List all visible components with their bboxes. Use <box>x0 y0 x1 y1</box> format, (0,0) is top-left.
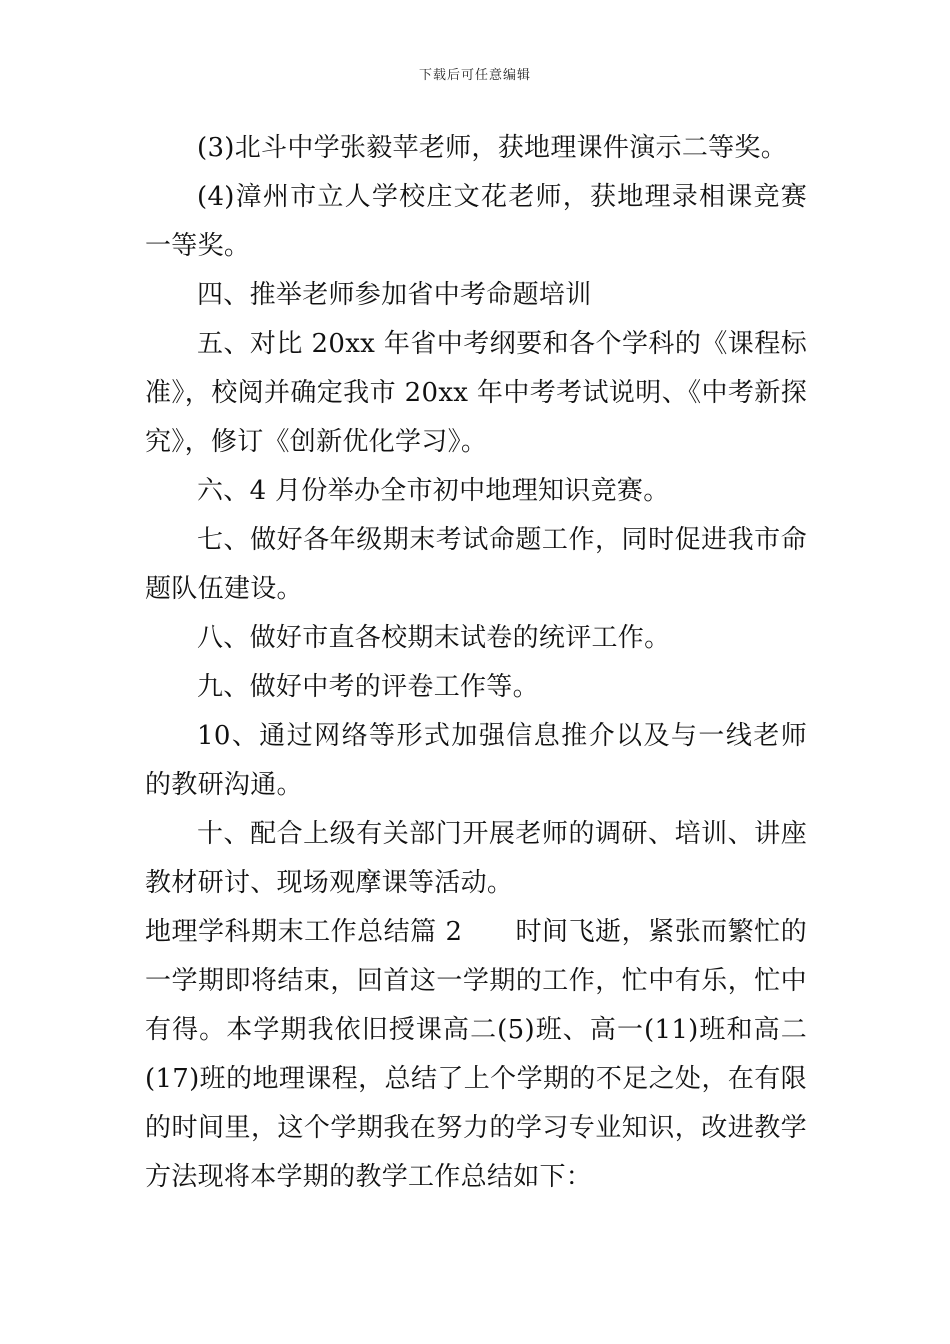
paragraph-item-10-cn: 十、配合上级有关部门开展老师的调研、培训、讲座教材研讨、现场观摩课等活动。 <box>145 819 807 898</box>
document-body <box>145 124 807 1202</box>
paragraph-item-5: 五、对比 20xx 年省中考纲要和各个学科的《课程标准》，校阅并确定我市 20xx 年中考考试说明、《中考新探究》，修订《创新优化学习》。 <box>145 329 807 457</box>
paragraph-item-7: 七、做好各年级期末考试命题工作，同时促进我市命题队伍建设。 <box>145 525 807 604</box>
paragraph-award-3: (3)北斗中学张毅苹老师，获地理课件演示二等奖。 <box>197 133 788 163</box>
paragraph-item-10: 10、通过网络等形式加强信息推介以及与一线老师的教研沟通。 <box>145 721 807 800</box>
paragraph-item-8: 八、做好市直各校期末试卷的统评工作。 <box>197 623 671 653</box>
paragraph-award-4: (4)漳州市立人学校庄文花老师，获地理录相课竞赛一等奖。 <box>145 182 807 261</box>
paragraph-item-6: 六、4 月份举办全市初中地理知识竞赛。 <box>197 476 670 506</box>
paragraph-item-4: 四、推举老师参加省中考命题培训 <box>197 280 592 310</box>
paragraph-summary-2: 地理学科期末工作总结篇 2 时间飞逝，紧张而繁忙的一学期即将结束，回首这一学期的工作，忙中有乐，忙中有得。本学期我依旧授课高二(5)班、高一(11)班和高二(17)班的地理课程，总结了上个学期的不足之处，在有限的时间里，这个学期我在努力的学习专业知识，改进教学方法现将本学期的教学工作总结如下： <box>145 917 807 1192</box>
paragraph-item-9: 九、做好中考的评卷工作等。 <box>197 672 539 702</box>
download-note: 下载后可任意编辑 <box>418 68 531 83</box>
